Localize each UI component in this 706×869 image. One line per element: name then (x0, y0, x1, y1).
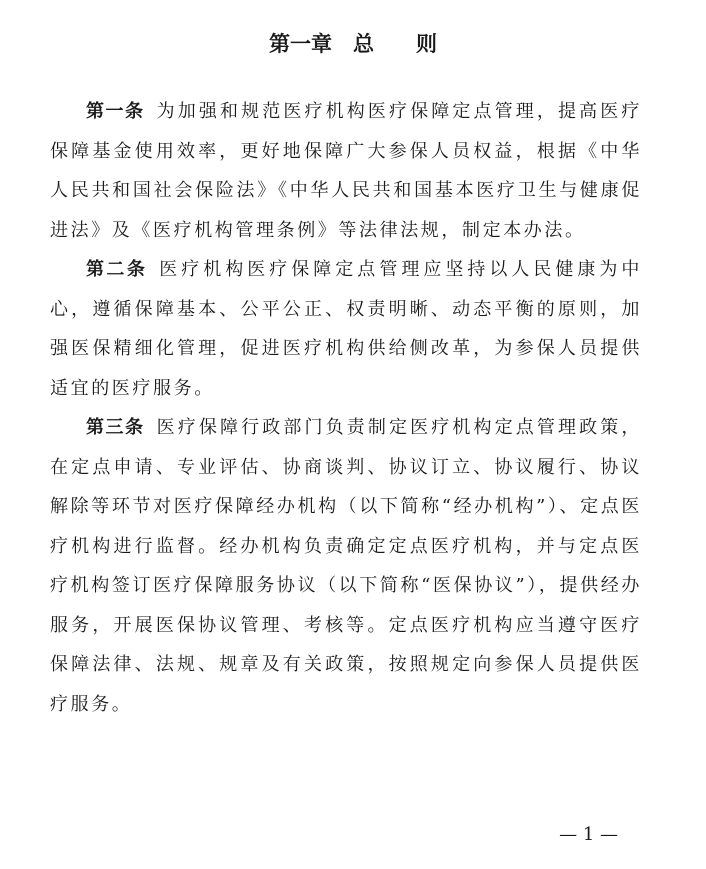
article-list (50, 92, 642, 724)
article-3-number: 第三条 (86, 417, 145, 438)
article-2 (50, 250, 642, 408)
article-1-text: 为加强和规范医疗机构医疗保障定点管理，提高医疗保障基金使用效率，更好地保障广大参保人员权益，根据《中华人民共和国社会保险法》《中华人民共和国基本医疗卫生与健康促进法》及《医疗机构管理条例》等法律法规，制定本办法。 (50, 101, 642, 241)
chapter-title: 第一章 总 则 (269, 32, 437, 56)
article-3 (50, 408, 642, 724)
article-2-text: 医疗机构医疗保障定点管理应坚持以人民健康为中心，遵循保障基本、公平公正、权责明晰、动态平衡的原则，加强医保精细化管理，促进医疗机构供给侧改革，为参保人员提供适宜的医疗服务。 (50, 259, 643, 399)
page-number: — 1 — (559, 824, 618, 845)
article-1 (50, 92, 642, 250)
article-1-number: 第一条 (86, 101, 145, 122)
article-2-number: 第二条 (86, 259, 148, 280)
article-3-text: 医疗保障行政部门负责制定医疗机构定点管理政策，在定点申请、专业评估、协商谈判、协议订立、协议履行、协议解除等环节对医疗保障经办机构（以下简称“经办机构”）、定点医疗机构进行监督。经办机构负责确定定点医疗机构，并与定点医疗机构签订医疗保障服务协议（以下简称“医保协议”），提供经办服务，开展医保协议管理、考核等。定点医疗机构应当遵守医疗保障法律、法规、规章及有关政策，按照规定向参保人员提供医疗服务。 (50, 417, 642, 715)
